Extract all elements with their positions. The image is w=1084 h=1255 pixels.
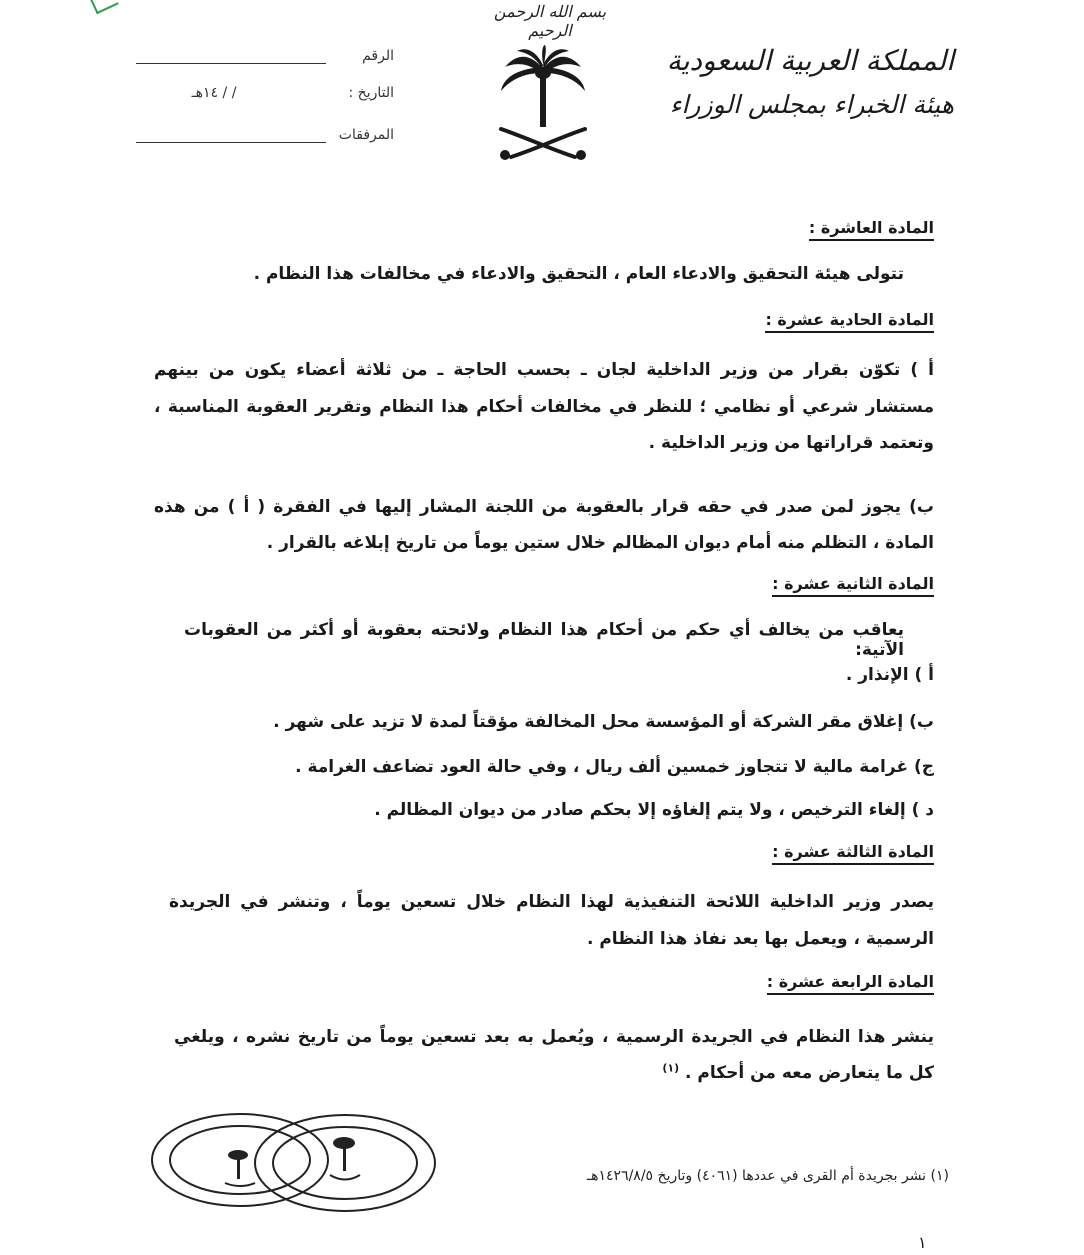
corner-mark <box>89 0 118 14</box>
article-11 <box>154 310 934 333</box>
article-heading: المادة الثانية عشرة : <box>772 574 934 597</box>
article-heading: المادة الحادية عشرة : <box>765 310 934 333</box>
article-10 <box>154 218 934 241</box>
article-heading: المادة العاشرة : <box>809 218 934 241</box>
attachments-label: المرفقات <box>338 127 394 143</box>
article-paragraph: يصدر وزير الداخلية اللائحة التنفيذية لهذا النظام خلال تسعين يوماً ، وتنشر في الجريدة الرسمية ، ويعمل بها بعد نفاذ هذا النظام . <box>169 892 934 949</box>
footnote-ref: (١) <box>662 1061 680 1075</box>
date-label: التاريخ : <box>348 85 394 101</box>
list-item: ج) غرامة مالية لا تتجاوز خمسين ألف ريال ، وفي حالة العود تضاعف الغرامة . <box>295 757 934 777</box>
list-item: ب) إغلاق مقر الشركة أو المؤسسة محل المخالفة مؤقتاً لمدة لا تزيد على شهر . <box>273 712 934 732</box>
org-name-line1: المملكة العربية السعودية <box>666 44 954 77</box>
official-seal-icon <box>145 1105 455 1215</box>
list-item: د ) إلغاء الترخيص ، ولا يتم إلغاؤه إلا بحكم صادر من ديوان المظالم . <box>374 800 934 820</box>
article-paragraph: أ ) تكوّن بقرار من وزير الداخلية لجان ـ بحسب الحاجة ـ من ثلاثة أعضاء يكون من بينهم مستشار شرعي أو نظامي ؛ للنظر في مخالفات أحكام هذا النظام وتقرير العقوبة المناسبة ، وتعتمد قراراتها من وزير الداخلية . <box>154 360 934 454</box>
article-14 <box>154 972 934 995</box>
article-heading: المادة الرابعة عشرة : <box>767 972 934 995</box>
article-13 <box>154 842 934 865</box>
footnote: (١) نشر بجريدة أم القرى في عددها (٤٠٦١) وتاريخ ١٤٢٦/٨/٥هـ <box>587 1168 949 1184</box>
article-text: ينشر هذا النظام في الجريدة الرسمية ، ويُعمل به بعد تسعين يوماً من تاريخ نشره ، ويلغي كل ما يتعارض معه من أحكام . <box>174 1027 934 1083</box>
date-row <box>94 73 394 101</box>
article-heading: المادة الثالثة عشرة : <box>772 842 934 865</box>
org-name-line2: هيئة الخبراء بمجلس الوزراء <box>669 90 954 119</box>
ref-line <box>136 49 326 64</box>
saudi-emblem-palm-swords-icon <box>495 45 591 163</box>
article-12 <box>154 574 934 597</box>
article-paragraph <box>174 1020 934 1091</box>
article-paragraph: تتولى هيئة التحقيق والادعاء العام ، التحقيق والادعاء في مخالفات هذا النظام . <box>253 264 904 284</box>
basmala: بسم الله الرحمن الرحيم <box>493 2 607 40</box>
attachments-row <box>136 115 394 143</box>
article-paragraph: ب) يجوز لمن صدر في حقه قرار بالعقوبة من اللجنة المشار إليها في الفقرة ( أ ) من هذه المادة ، التظلم منه أمام ديوان المظالم خلال ستين يوماً من تاريخ إبلاغه بالقرار . <box>154 497 934 553</box>
attachments-line <box>136 128 326 143</box>
page-mark: ١ <box>918 1233 927 1252</box>
article-paragraph: يعاقب من يخالف أي حكم من أحكام هذا النظام ولائحته بعقوبة أو أكثر من العقوبات الآتية: <box>184 620 904 661</box>
ref-number-row <box>136 36 394 64</box>
list-item: أ ) الإنذار . <box>845 665 934 685</box>
date-value: / / ١٤هـ <box>191 85 237 101</box>
ref-label: الرقم <box>362 48 394 64</box>
